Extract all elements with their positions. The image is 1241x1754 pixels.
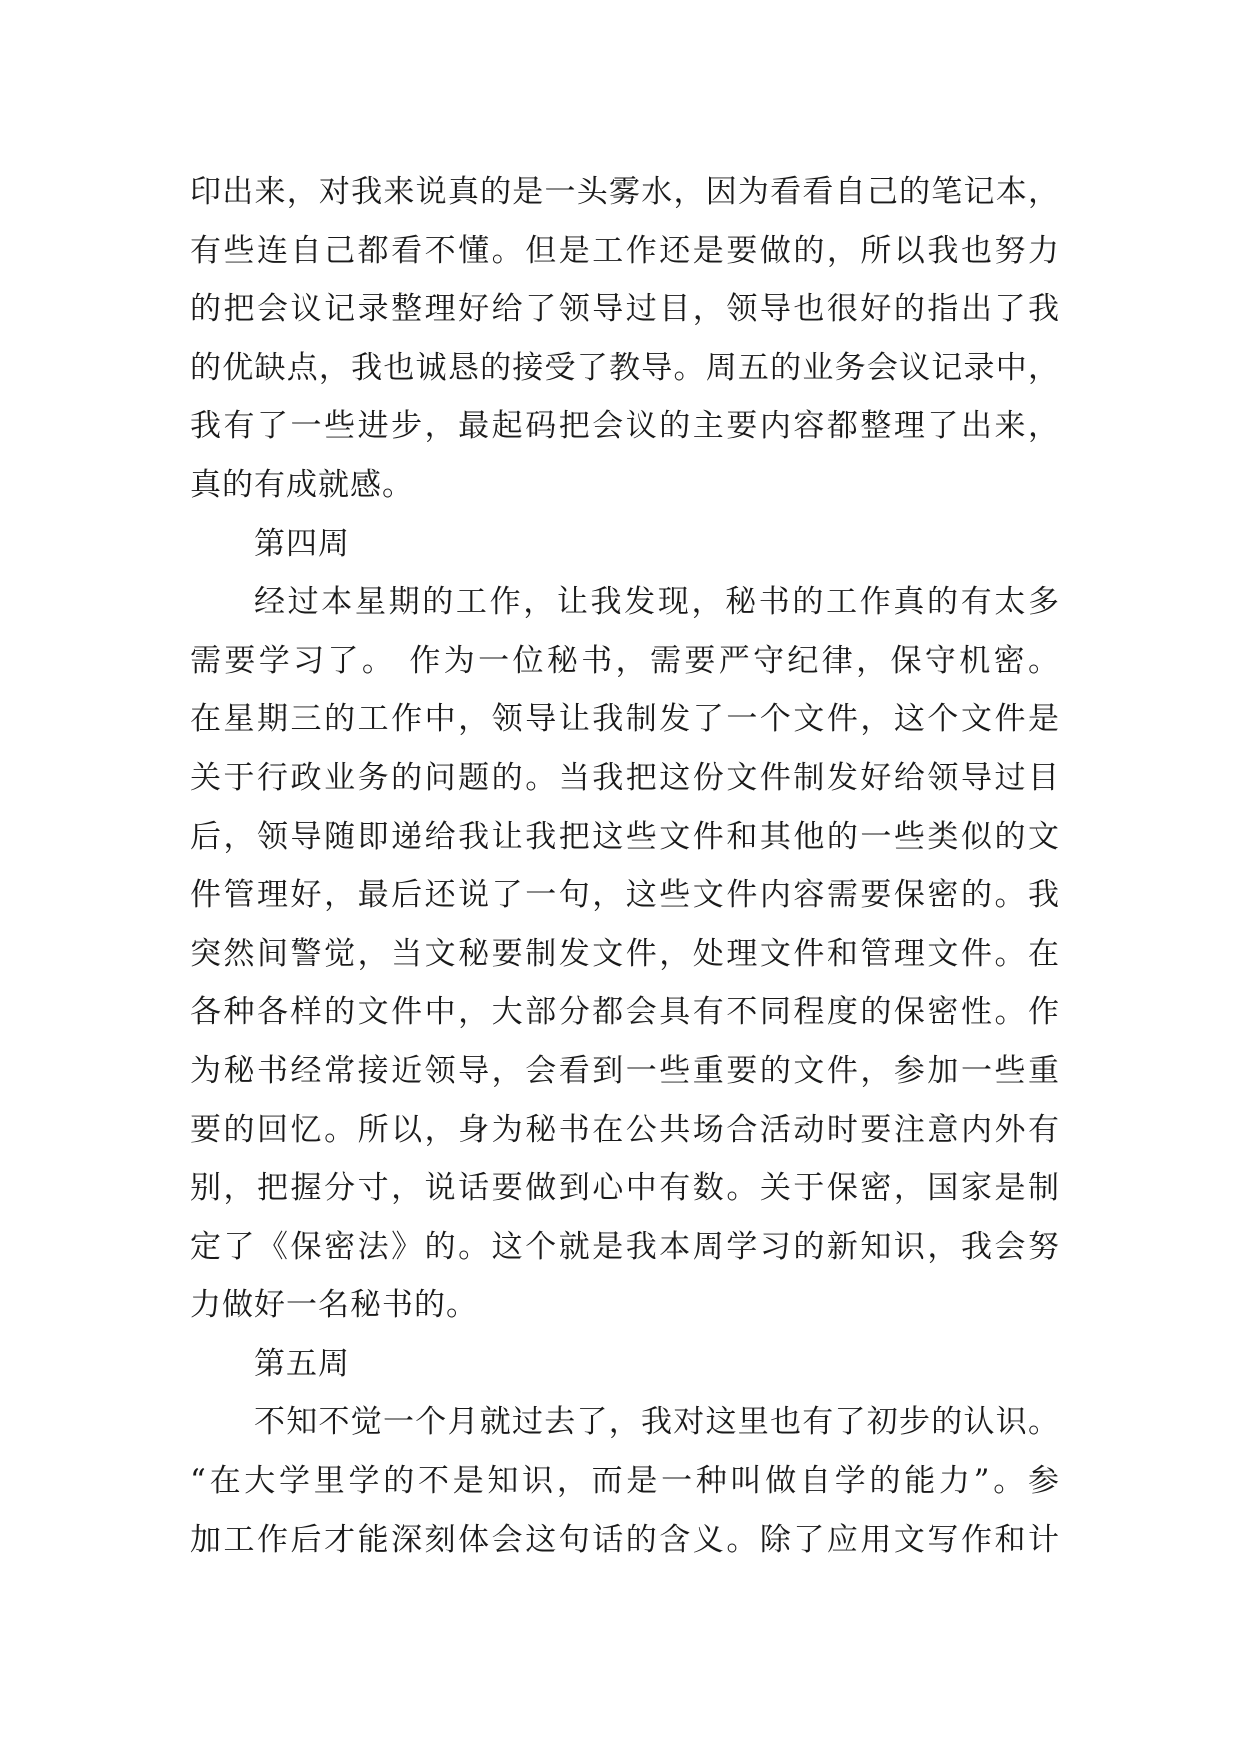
text-line: 印出来，对我来说真的是一头雾水，因为看看自己的笔记本， bbox=[190, 174, 1060, 210]
text-line: 定了《保密法》的。这个就是我本周学习的新知识，我会努 bbox=[190, 1228, 1060, 1265]
section-heading-week-5: 第五周 bbox=[254, 1345, 350, 1382]
text-line: 力做好一名秘书的。 bbox=[190, 1287, 478, 1324]
text-line: 需要学习了。 作为一位秘书，需要严守纪律，保守机密。 bbox=[190, 642, 1060, 679]
text-line: 的优缺点，我也诚恳的接受了教导。周五的业务会议记录中， bbox=[190, 349, 1060, 386]
text-line: 突然间警觉，当文秘要制发文件，处理文件和管理文件。在 bbox=[190, 935, 1060, 972]
section-heading-week-4: 第四周 bbox=[254, 525, 350, 562]
text-line: 加工作后才能深刻体会这句话的含义。除了应用文写作和计 bbox=[190, 1521, 1060, 1558]
text-line: 为秘书经常接近领导，会看到一些重要的文件，参加一些重 bbox=[190, 1052, 1060, 1089]
text-line: 不知不觉一个月就过去了，我对这里也有了初步的认识。 bbox=[254, 1404, 1060, 1441]
text-line: 有些连自己都看不懂。但是工作还是要做的，所以我也努力 bbox=[190, 232, 1060, 269]
text-line: 件管理好，最后还说了一句，这些文件内容需要保密的。我 bbox=[190, 877, 1060, 914]
document-body bbox=[190, 163, 1060, 1569]
text-line: 别，把握分寸，说话要做到心中有数。关于保密，国家是制 bbox=[190, 1170, 1060, 1207]
text-line: 关于行政业务的问题的。当我把这份文件制发好给领导过目 bbox=[190, 759, 1060, 796]
text-line: 我有了一些进步，最起码把会议的主要内容都整理了出来， bbox=[190, 408, 1060, 445]
text-line: 在星期三的工作中，领导让我制发了一个文件，这个文件是 bbox=[190, 701, 1060, 738]
text-line: 的把会议记录整理好给了领导过目，领导也很好的指出了我 bbox=[190, 291, 1060, 328]
text-line: 经过本星期的工作，让我发现，秘书的工作真的有太多 bbox=[254, 584, 1060, 621]
text-line: 真的有成就感。 bbox=[190, 466, 414, 503]
text-line: 各种各样的文件中，大部分都会具有不同程度的保密性。作 bbox=[190, 994, 1060, 1031]
text-line: 要的回忆。所以，身为秘书在公共场合活动时要注意内外有 bbox=[190, 1111, 1060, 1148]
text-line: 后，领导随即递给我让我把这些文件和其他的一些类似的文 bbox=[190, 818, 1060, 855]
text-line: “在大学里学的不是知识，而是一种叫做自学的能力”。参 bbox=[190, 1463, 1060, 1500]
